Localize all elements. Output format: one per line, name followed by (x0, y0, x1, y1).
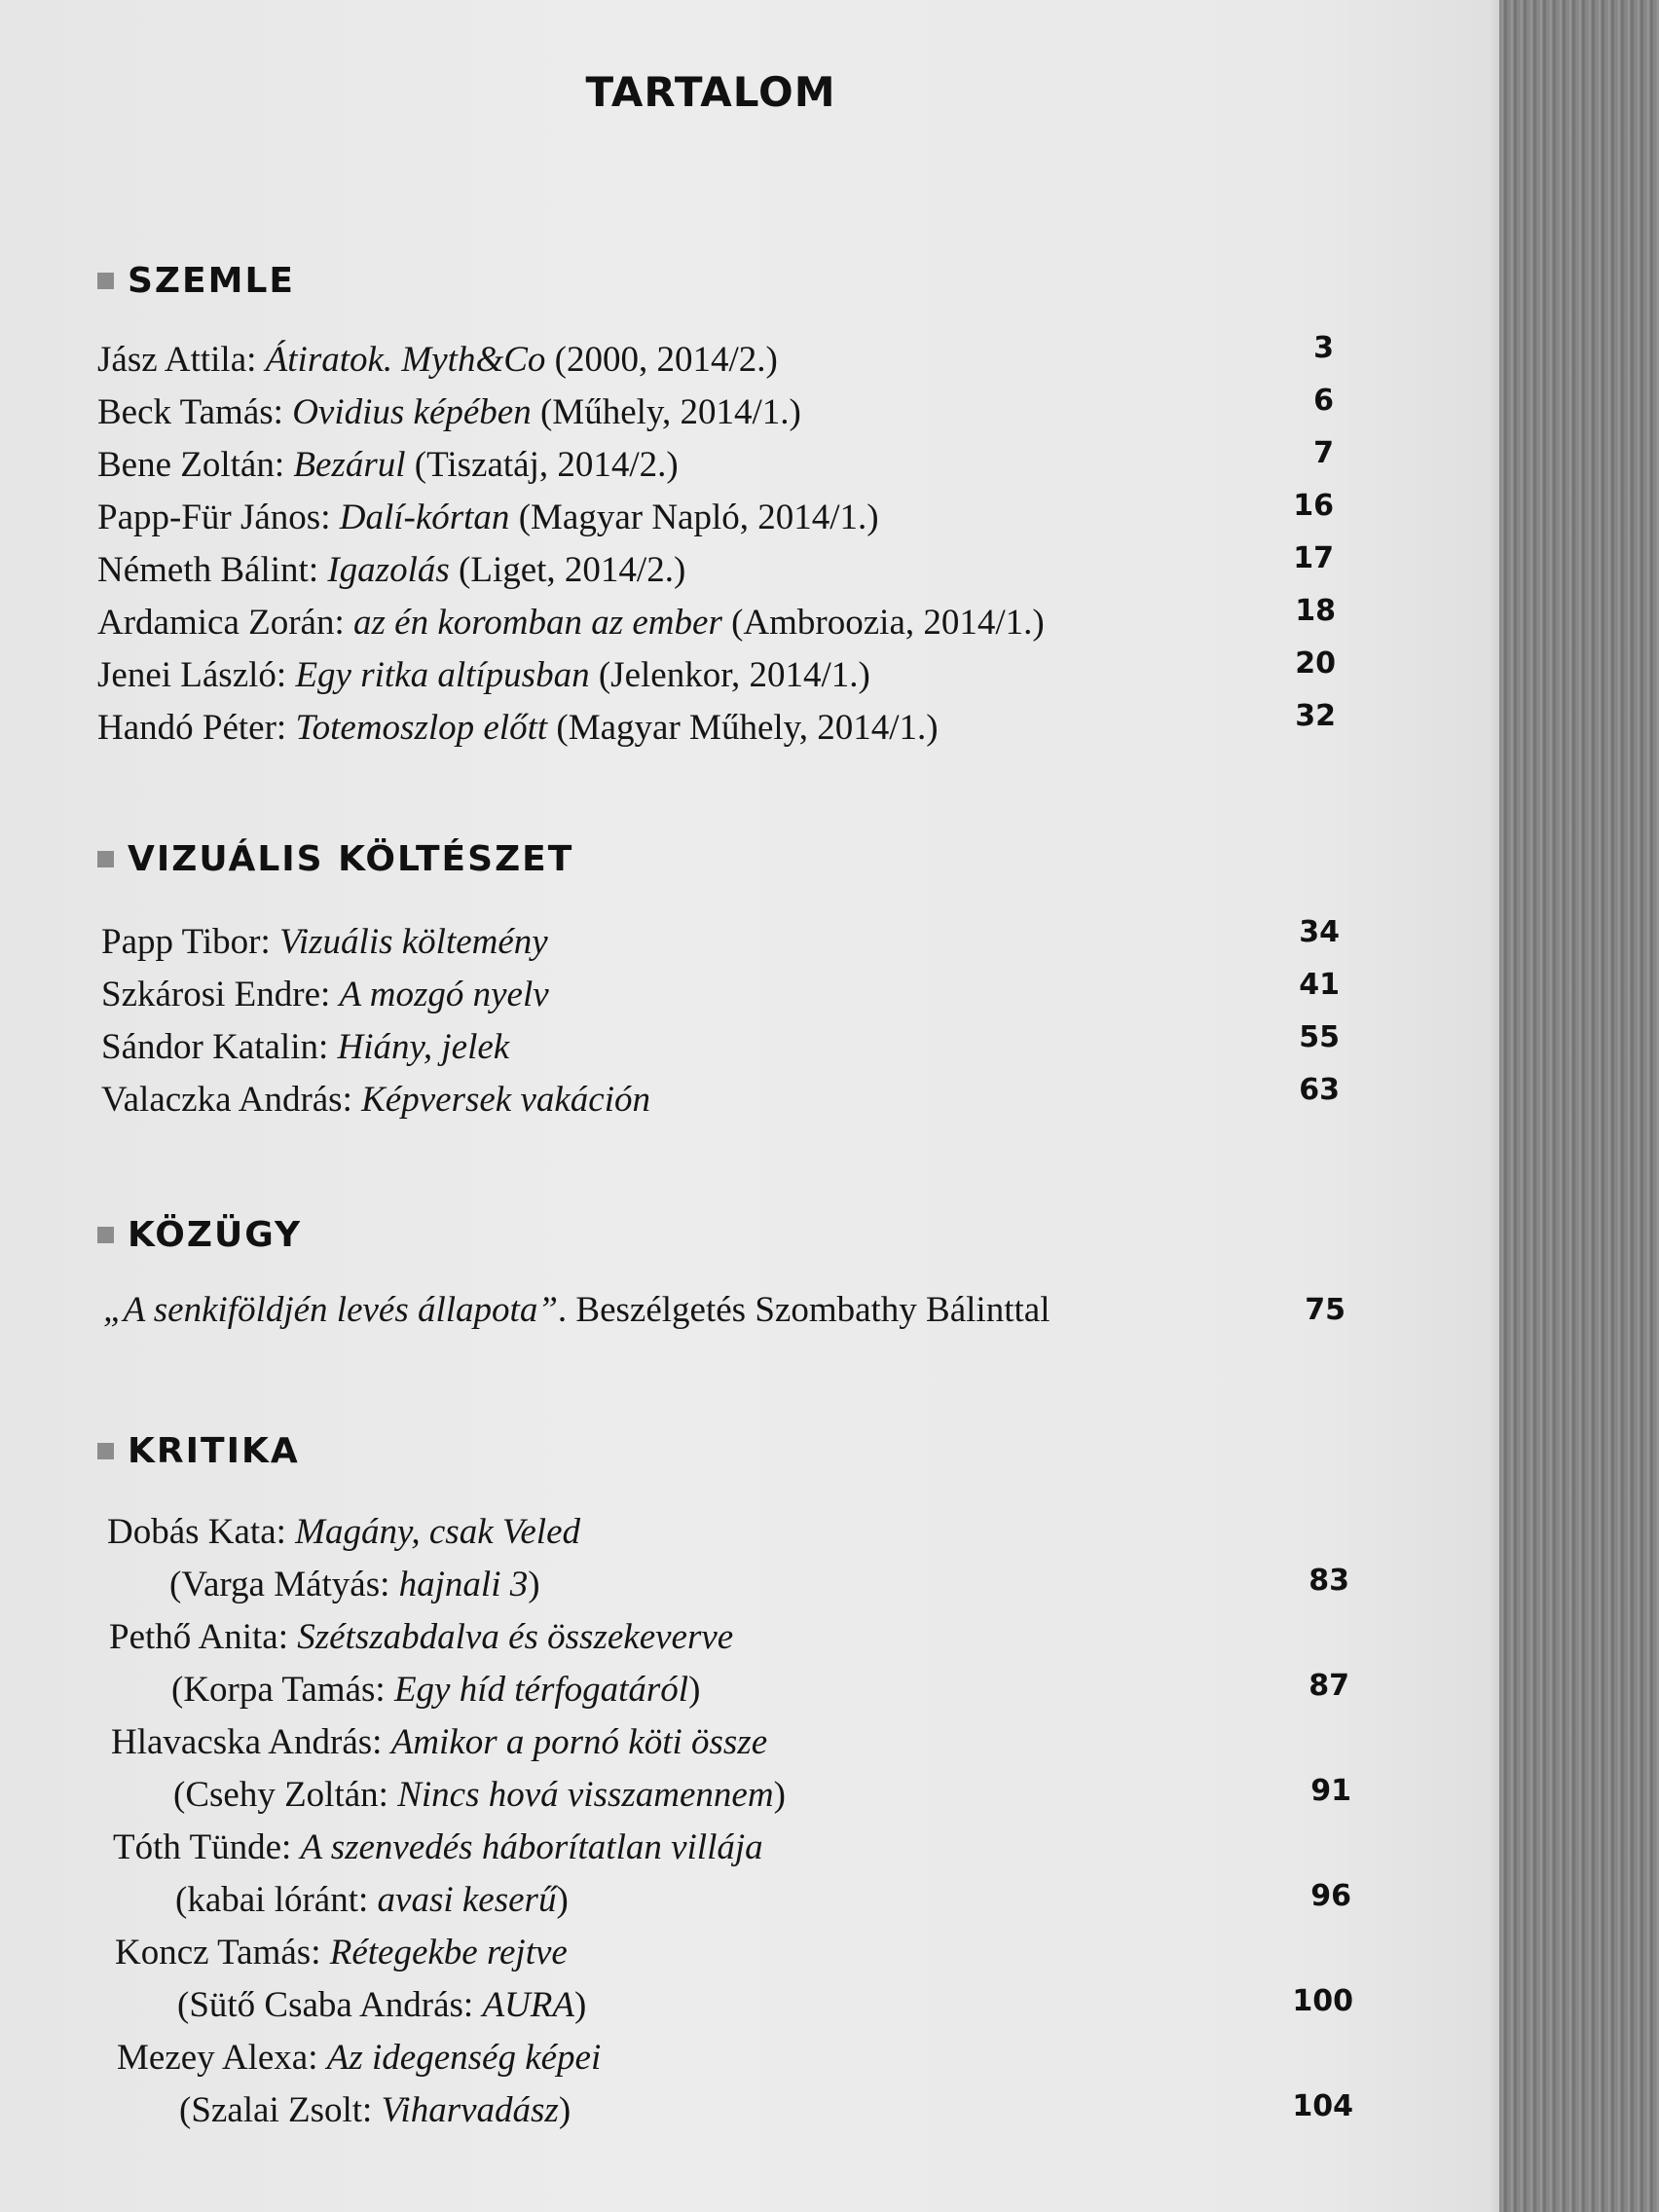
section-heading-kozugy: KÖZÜGY (97, 1215, 302, 1255)
page-number: 7 (1313, 436, 1334, 470)
toc-entry: Hlavacska András: Amikor a pornó köti össze (111, 1722, 768, 1762)
toc-entry-review: (Sütő Csaba András: AURA) (177, 1985, 587, 2025)
page-number: 55 (1299, 1020, 1340, 1054)
page-number: 34 (1299, 915, 1340, 949)
section-heading-szemle: SZEMLE (97, 261, 295, 301)
page-number: 18 (1295, 594, 1336, 628)
toc-entry: Koncz Tamás: Rétegekbe rejtve (115, 1933, 568, 1972)
toc-entry-review: (kabai lóránt: avasi keserű) (175, 1880, 569, 1920)
toc-entry: Handó Péter: Totemoszlop előtt (Magyar Műhely, 2014/1.) (97, 708, 939, 748)
page-number: 3 (1313, 331, 1334, 365)
toc-entry: „A senkiföldjén levés állapota”. Beszélgetés Szombathy Bálinttal (103, 1290, 1051, 1330)
page-number: 83 (1309, 1564, 1349, 1598)
toc-entry: Mezey Alexa: Az idegenség képei (117, 2038, 602, 2078)
page-number: 20 (1295, 646, 1336, 681)
toc-entry: Beck Tamás: Ovidius képében (Műhely, 2014/1.) (97, 392, 801, 432)
page-number: 16 (1293, 489, 1334, 523)
page-number: 91 (1310, 1774, 1351, 1808)
toc-entry: Jász Attila: Átiratok. Myth&Co (2000, 2014/2.) (97, 340, 778, 380)
page-edge (1499, 0, 1659, 2212)
page-number: 75 (1305, 1293, 1346, 1327)
section-bullet-icon (97, 851, 114, 867)
page-number: 41 (1299, 968, 1340, 1002)
toc-entry: Szkárosi Endre: A mozgó nyelv (101, 975, 549, 1014)
page-number: 104 (1292, 2089, 1353, 2123)
page-number: 32 (1295, 699, 1336, 733)
toc-entry: Németh Bálint: Igazolás (Liget, 2014/2.) (97, 550, 686, 590)
page-number: 100 (1292, 1984, 1353, 2018)
toc-entry-review: (Korpa Tamás: Egy híd térfogatáról) (171, 1670, 701, 1710)
section-bullet-icon (97, 1443, 114, 1459)
toc-entry: Ardamica Zorán: az én koromban az ember (Ambroozia, 2014/1.) (97, 603, 1045, 643)
toc-entry: Valaczka András: Képversek vakáción (101, 1080, 651, 1120)
page-number: 63 (1299, 1073, 1340, 1107)
section-heading-kritika: KRITIKA (97, 1431, 300, 1471)
page-number: 96 (1310, 1879, 1351, 1913)
toc-entry: Papp Tibor: Vizuális költemény (101, 922, 548, 962)
toc-entry: Bene Zoltán: Bezárul (Tiszatáj, 2014/2.) (97, 445, 679, 485)
page-number: 87 (1309, 1669, 1349, 1703)
toc-entry: Tóth Tünde: A szenvedés háborítatlan villája (113, 1827, 763, 1867)
toc-entry-review: (Varga Mátyás: hajnali 3) (169, 1565, 540, 1604)
toc-entry: Dobás Kata: Magány, csak Veled (107, 1512, 580, 1552)
page-number: 6 (1313, 384, 1334, 418)
toc-entry: Jenei László: Egy ritka altípusban (Jelenkor, 2014/1.) (97, 655, 870, 695)
page-title: TARTALOM (585, 68, 836, 116)
toc-entry-review: (Szalai Zsolt: Viharvadász) (179, 2090, 571, 2130)
toc-entry: Papp-Für János: Dalí-kórtan (Magyar Napló, 2014/1.) (97, 498, 879, 537)
page-number: 17 (1293, 541, 1334, 575)
section-heading-vizualis-kolteszet: VIZUÁLIS KÖLTÉSZET (97, 839, 573, 879)
toc-entry-review: (Csehy Zoltán: Nincs hová visszamennem) (173, 1775, 786, 1815)
section-bullet-icon (97, 1227, 114, 1243)
toc-entry: Pethő Anita: Szétszabdalva és összekeverve (109, 1617, 734, 1657)
section-bullet-icon (97, 273, 114, 289)
toc-entry: Sándor Katalin: Hiány, jelek (101, 1027, 510, 1067)
